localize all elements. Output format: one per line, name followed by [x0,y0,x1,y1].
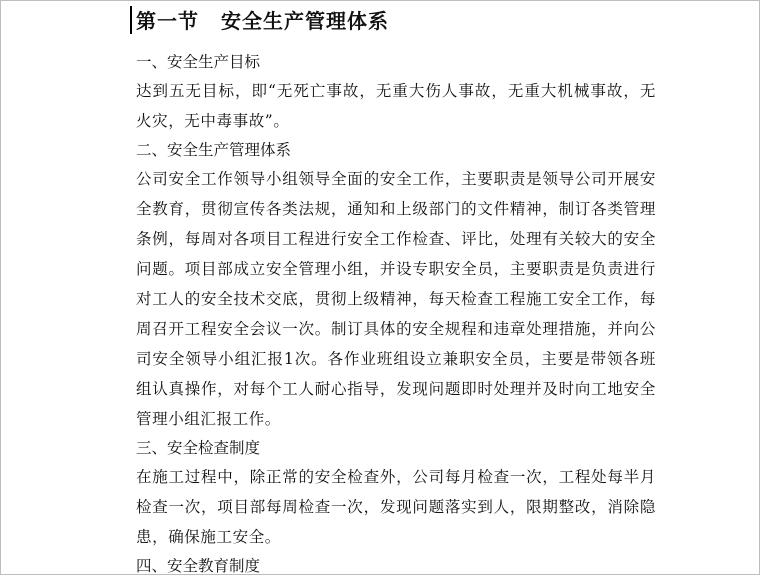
section-heading-2: 二、安全生产管理体系 [136,141,292,159]
section-body-1: 达到五无目标，即“无死亡事故，无重大伤人事故，无重大机械事故，无火灾，无中毒事故”。 [136,82,656,130]
section-heading-4: 四、安全教育制度 [136,557,261,575]
section-heading-1: 一、安全生产目标 [136,53,261,71]
section-heading-3: 三、安全检查制度 [136,439,261,457]
chapter-number: 第一节 [136,9,199,33]
section-body-2: 公司安全工作领导小组领导全面的安全工作，主要职责是领导公司开展安全教育，贯彻宣传各类法规，通知和上级部门的文件精神，制订各类管理条例，每周对各项目工程进行安全工作检查、评比，处理有关较大的安全问题。项目部成立安全管理小组，并设专职安全员，主要职责是负责进行对工人的安全技术交底，贯彻上级精神，每天检查工程施工安全工作，每周召开工程安全会议一次。制订具体的安全规程和违章处理措施，并向公司安全领导小组汇报1次。各作业班组设立兼职安全员，主要是带领各班组认真操作，对每个工人耐心指导，发现问题即时处理并及时向工地安全管理小组汇报工作。 [136,170,656,428]
chapter-heading [136,6,656,36]
text-cursor [130,6,132,34]
section-body-3: 在施工过程中，除正常的安全检查外，公司每月检查一次，工程处每半月检查一次，项目部每周检查一次，发现问题落实到人，限期整改，消除隐患，确保施工安全。 [136,468,656,546]
chapter-title: 安全生产管理体系 [221,9,389,33]
document-body [136,6,656,580]
